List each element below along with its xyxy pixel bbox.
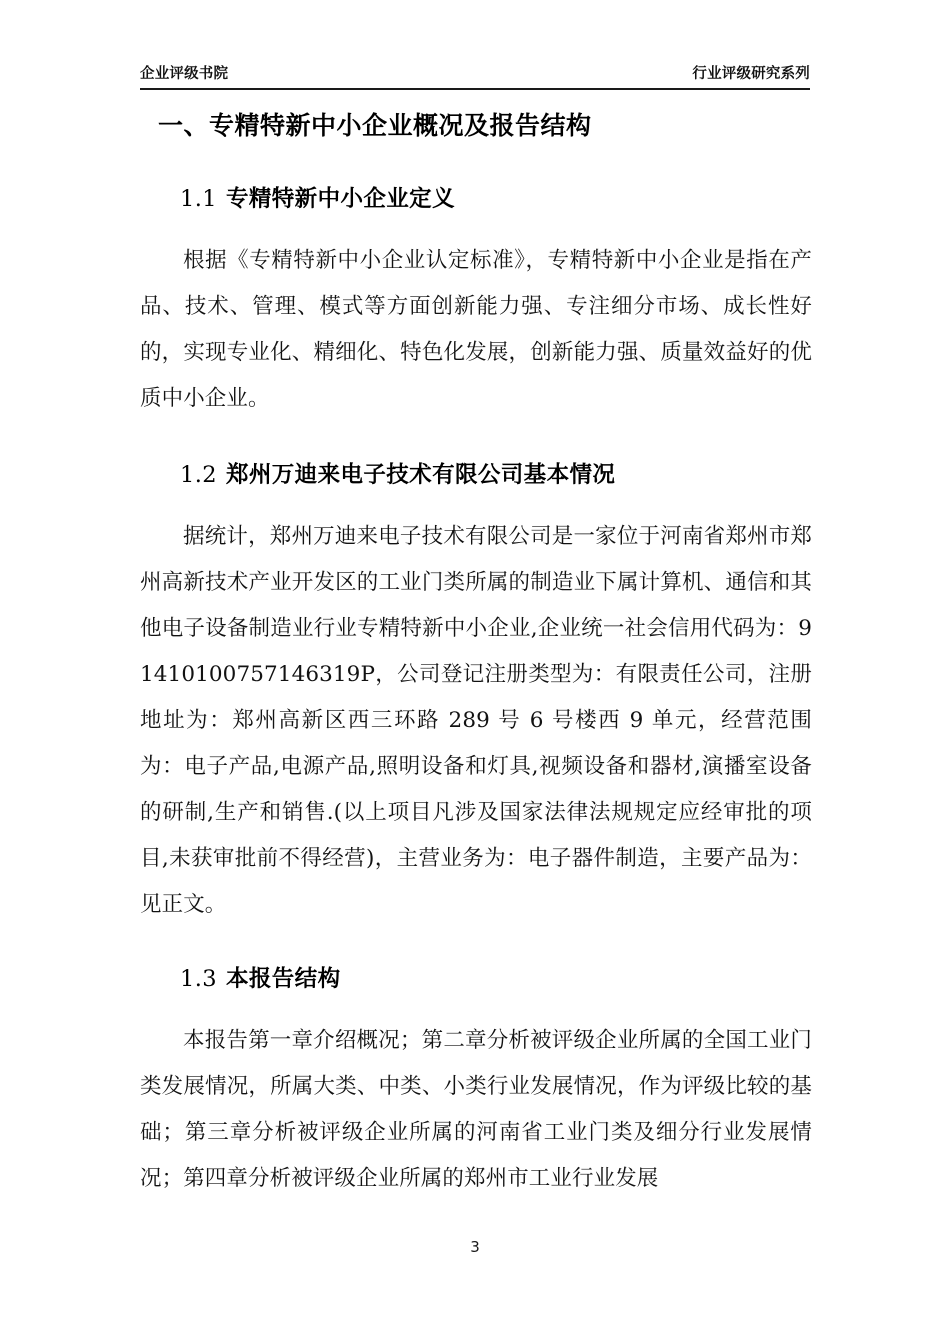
section-number-1-3: 1.3 <box>180 966 217 992</box>
spacer <box>140 148 812 178</box>
section-title-text-1-1: 专精特新中小企业定义 <box>225 186 455 212</box>
spacer <box>140 928 812 958</box>
spacer <box>140 422 812 454</box>
spacer <box>140 1000 812 1018</box>
running-header <box>140 62 810 90</box>
section-heading-1-2 <box>140 454 812 496</box>
chapter-heading: 一、专精特新中小企业概况及报告结构 <box>158 111 592 140</box>
page-number: 3 <box>470 1238 480 1256</box>
section-heading-1-3 <box>140 958 812 1000</box>
header-left-text: 企业评级书院 <box>140 66 229 82</box>
page-content <box>140 104 812 1202</box>
spacer <box>140 496 812 514</box>
section-title-text-1-3: 本报告结构 <box>225 966 341 992</box>
section-heading-1-1 <box>140 178 812 220</box>
header-right-text: 行业评级研究系列 <box>692 66 810 82</box>
section-title-text-1-2: 郑州万迪来电子技术有限公司基本情况 <box>225 462 616 488</box>
section-number-1-2: 1.2 <box>180 462 217 488</box>
section-paragraph-1-1: 根据《专精特新中小企业认定标准》，专精特新中小企业是指在产品、技术、管理、模式等方面创新能力强、专注细分市场、成长性好的，实现专业化、精细化、特色化发展，创新能力强、质量效益好的优质中小企业。 <box>140 248 812 411</box>
spacer <box>140 220 812 238</box>
section-paragraph-1-2: 据统计，郑州万迪来电子技术有限公司是一家位于河南省郑州市郑州高新技术产业开发区的工业门类所属的制造业下属计算机、通信和其他电子设备制造业行业专精特新中小企业,企业统一社会信用代码为：91410100757146319P，公司登记注册类型为：有限责任公司，注册地址为：郑州高新区西三环路 289 号 6 号楼西 9 单元，经营范围为：电子产品,电源产品,照明设备和灯具,视频设备和器材,演播室设备的研制,生产和销售.(以上项目凡涉及国家法律法规规定应经审批的项目,未获审批前不得经营)，主营业务为：电子器件制造，主要产品为：见正文。 <box>140 524 812 917</box>
section-number-1-1: 1.1 <box>180 186 217 212</box>
section-paragraph-1-3: 本报告第一章介绍概况；第二章分析被评级企业所属的全国工业门类发展情况，所属大类、中类、小类行业发展情况，作为评级比较的基础；第三章分析被评级企业所属的河南省工业门类及细分行业发展情况；第四章分析被评级企业所属的郑州市工业行业发展 <box>140 1028 812 1191</box>
